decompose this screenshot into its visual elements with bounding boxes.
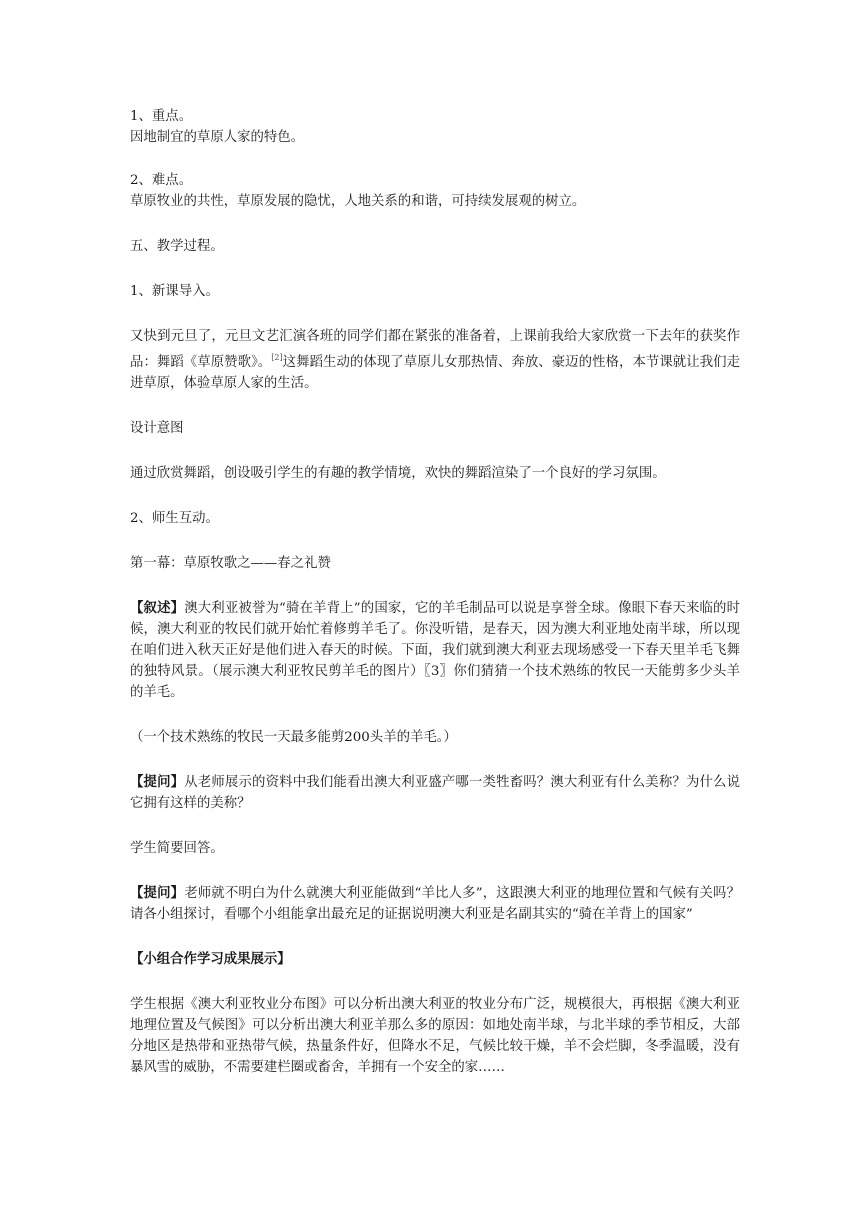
answer-note: （一个技术熟练的牧民一天最多能剪200头羊的羊毛。） — [130, 730, 457, 745]
question-tag: 【提问】 — [130, 774, 185, 790]
question-one-paragraph — [130, 772, 740, 814]
group-results-heading — [130, 949, 740, 970]
narration-tag: 【叙述】 — [130, 600, 185, 616]
question-two-paragraph — [130, 883, 740, 925]
new-lesson-heading: 1、新课导入。 — [130, 284, 219, 299]
interaction-heading: 2、师生互动。 — [130, 511, 219, 526]
footnote-ref: [2] — [271, 353, 283, 362]
document-body — [130, 106, 740, 1078]
key-point-heading: 1、重点。 — [130, 109, 193, 124]
section-five-heading: 五、教学过程。 — [130, 239, 224, 254]
question-tag: 【提问】 — [130, 885, 185, 901]
difficulty-heading: 2、难点。 — [130, 173, 193, 188]
intro-text-a: 又快到元旦了，元旦文艺汇演各班的同学们都在紧张的准备着，上课前我给大家欣赏一下去年的获奖作品：舞蹈《草原赞歌》。 — [130, 329, 740, 370]
intro-paragraph — [130, 326, 740, 394]
act-one-heading: 第一幕：草原牧歌之——春之礼赞 — [130, 556, 331, 571]
narration-text: 澳大利亚被誉为“骑在羊背上”的国家，它的羊毛制品可以说是享誉全球。像眼下春天来临的时候，澳大利亚的牧民们就开始忙着修剪羊毛了。你没听错，是春天，因为澳大利亚地处南半球，所以现在咱们进入秋天正好是他们进入春天的时候。下面，我们就到澳大利亚去现场感受一下春天里羊毛飞舞的独特风景。（展示澳大利亚牧民剪羊毛的图片）〖3〗你们猜猜一个技术熟练的牧民一天能剪多少头羊的羊毛。 — [130, 601, 740, 700]
question-one-text: 从老师展示的资料中我们能看出澳大利亚盛产哪一类牲畜吗？澳大利亚有什么美称？为什么说它拥有这样的美称？ — [130, 775, 741, 811]
difficulty-text: 草原牧业的共性，草原发展的隐忧，人地关系的和谐，可持续发展观的树立。 — [130, 194, 586, 209]
design-intent-label: 设计意图 — [130, 421, 184, 436]
student-answer-text: 学生简要回答。 — [130, 841, 224, 856]
design-intent-text: 通过欣赏舞蹈，创设吸引学生的有趣的教学情境，欢快的舞蹈渲染了一个良好的学习氛围。 — [130, 466, 666, 481]
intro-text-b: 这舞蹈生动的体现了草原儿女那热情、奔放、豪迈的性格，本节课就让我们走进草原，体验草原人家的生活。 — [130, 355, 740, 391]
question-two-text: 老师就不明白为什么就澳大利亚能做到“羊比人多”，这跟澳大利亚的地理位置和气候有关吗？请各小组探讨，看哪个小组能拿出最充足的证据说明澳大利亚是名副其实的“骑在羊背上的国家” — [130, 886, 740, 922]
key-point-text: 因地制宜的草原人家的特色。 — [130, 130, 305, 145]
group-results-tag: 【小组合作学习成果展示】 — [130, 951, 291, 967]
narration-paragraph — [130, 598, 740, 703]
group-results-paragraph: 学生根据《澳大利亚牧业分布图》可以分析出澳大利亚的牧业分布广泛，规模很大，再根据《澳大利亚地理位置及气候图》可以分析出澳大利亚羊那么多的原因：如地处南半球，与北半球的季节相反，大部分地区是热带和亚热带气候，热量条件好，但降水不足，气候比较干燥，羊不会烂脚，冬季温暖，没有暴风雪的威胁，不需要建栏圈或畜舍，羊拥有一个安全的家…… — [130, 997, 740, 1075]
